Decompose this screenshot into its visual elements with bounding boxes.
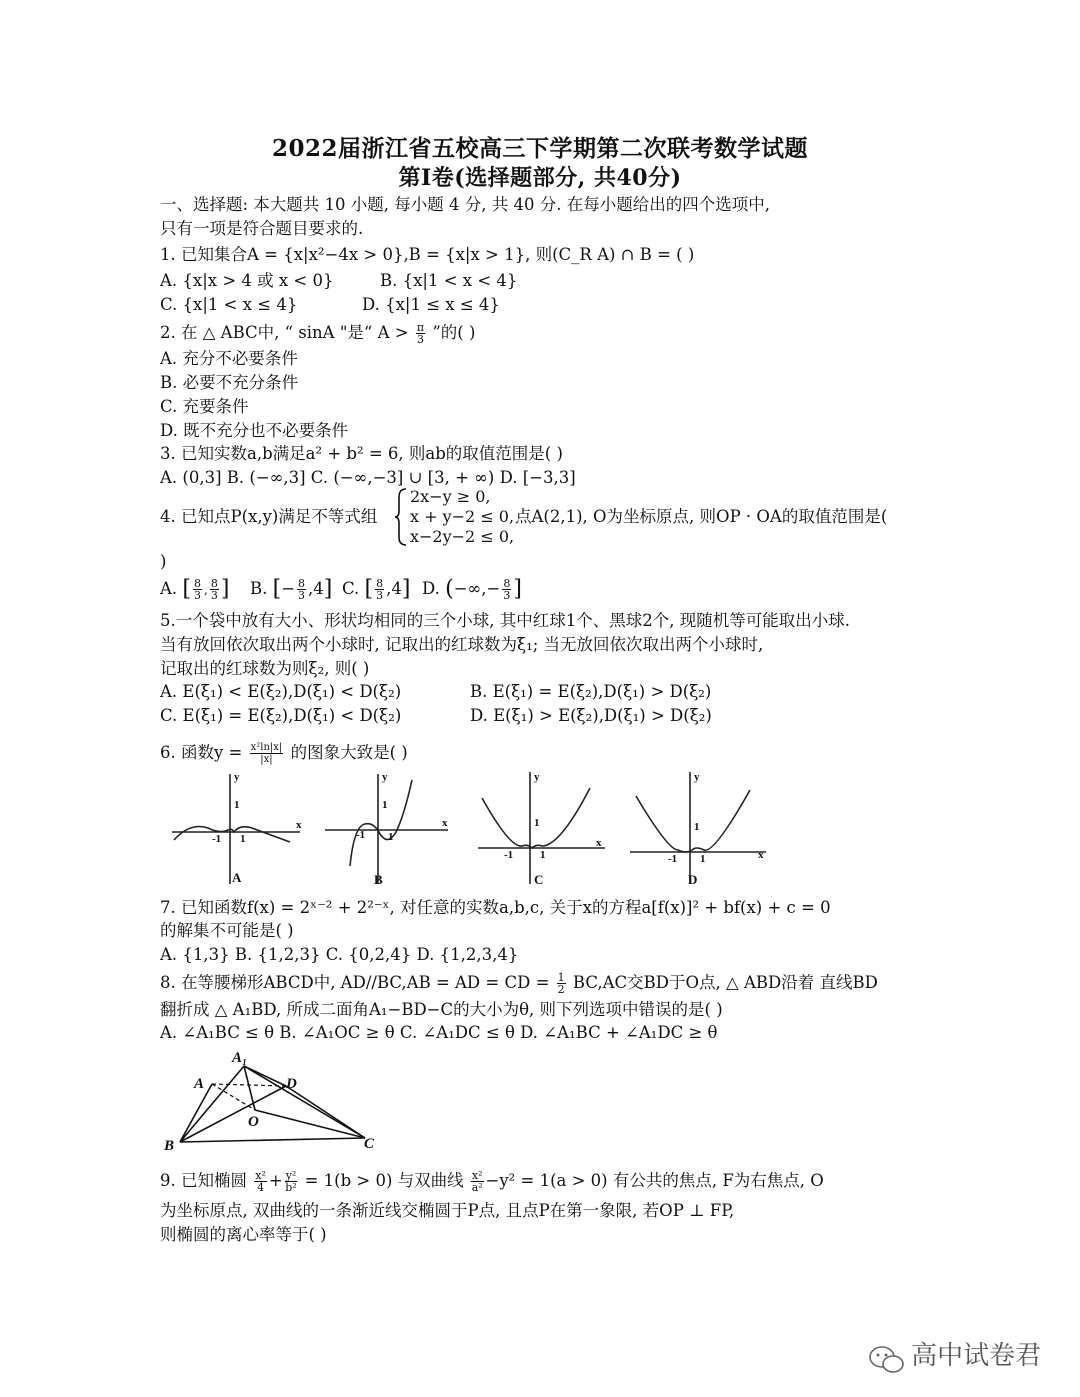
svg-text:1: 1 — [388, 831, 394, 843]
svg-text:1: 1 — [700, 853, 706, 865]
q1-option-a: A. {x|x > 4 或 x < 0} — [160, 271, 334, 290]
svg-text:y: y — [534, 771, 540, 783]
q8-label-a1: A₁ — [232, 1050, 248, 1066]
q6-graph-label-b: B — [374, 872, 383, 887]
svg-text:y: y — [694, 771, 700, 783]
q8-line-1-post: BC,AC交BD于O点, △ ABD沿着 直线BD — [572, 973, 878, 992]
svg-text:1: 1 — [540, 849, 546, 861]
q8-figure — [160, 1046, 390, 1156]
instructions-line-1: 一、选择题: 本大题共 10 小题, 每小题 4 分, 共 40 分. 在每小题给出的四个选项中, — [160, 195, 770, 214]
svg-text:-1: -1 — [356, 829, 366, 841]
svg-text:x: x — [296, 819, 302, 831]
q1-option-d: D. {x|1 ≤ x ≤ 4} — [362, 295, 500, 314]
q5-line-3: 记取出的红球数为则ξ₂, 则( ) — [160, 659, 370, 678]
q4-option-a: A. [ $\frac{8}{3}$ , $\frac{8}{3}$ ] — [160, 576, 230, 602]
wechat-icon — [868, 1344, 906, 1376]
svg-text:x: x — [596, 837, 602, 849]
watermark — [868, 1335, 1041, 1376]
q8-label-b: B — [164, 1138, 175, 1154]
q6-graph-label-c: C — [534, 872, 544, 887]
q6-graphs — [160, 766, 780, 894]
q7-line-1: 7. 已知函数f(x) = 2ˣ⁻² + 2²⁻ˣ, 对任意的实数a,b,c, 关于x的方程a[f(x)]² + bf(x) + c = 0 — [160, 898, 831, 917]
page-subtitle: 第I卷(选择题部分, 共40分) — [398, 165, 682, 191]
q4-option-c-label: C. — [342, 579, 360, 598]
q4-option-b-label: B. — [250, 579, 268, 598]
q2-option-b: B. 必要不充分条件 — [160, 373, 299, 392]
q6-stem-post: 的图象大致是( ) — [290, 743, 408, 762]
svg-text:-1: -1 — [212, 833, 222, 845]
q5-line-2: 当有放回依次取出两个小球时, 记取出的红球数为ξ₁; 当无放回依次取出两个小球时, — [160, 635, 764, 654]
q2-stem-pre: 2. 在 △ ABC中, “ sinA "是“ A > — [160, 323, 409, 342]
q2-fraction — [416, 322, 425, 345]
q3-options: A. (0,3] B. (−∞,3] C. (−∞,−3] ∪ [3, + ∞) D. [−3,3] — [160, 468, 576, 487]
q6-graph-label-a: A — [232, 870, 242, 885]
q6-stem — [160, 742, 408, 765]
svg-text:y: y — [382, 771, 388, 783]
q9-line-2: 为坐标原点, 双曲线的一条渐近线交椭圆于P点, 且点P在第一象限, 若OP ⊥ FP, — [160, 1201, 735, 1220]
q6-graph-svg — [160, 766, 780, 894]
page-title: 2022届浙江省五校高三下学期第二次联考数学试题 — [271, 135, 808, 162]
q9-mid2: −y² = 1(a > 0) 有公共的焦点, F为右焦点, O — [485, 1171, 824, 1190]
q8-label-c: C — [364, 1136, 375, 1152]
q2-frac-den: 3 — [416, 333, 424, 346]
q8-figure-svg — [160, 1046, 390, 1156]
q8-line-1 — [160, 972, 878, 995]
q4-stem-post: 点A(2,1), O为坐标原点, 则OP · OA的取值范围是( — [515, 507, 888, 526]
q4-ineq-3: x−2y−2 ≤ 0, — [410, 527, 515, 546]
q8-frac-num: 1 — [557, 971, 565, 984]
q2-frac-num: π — [416, 321, 425, 334]
svg-text:1: 1 — [240, 833, 246, 845]
instructions-line-2: 只有一项是符合题目要求的. — [160, 219, 364, 238]
svg-text:-1: -1 — [668, 853, 678, 865]
svg-text:1: 1 — [234, 799, 240, 811]
q1-option-c: C. {x|1 < x ≤ 4} — [160, 295, 298, 314]
q2-option-d: D. 既不充分也不必要条件 — [160, 421, 349, 440]
q4-option-d: D. (−∞,− $\frac{8}{3}$ ] — [422, 576, 522, 602]
q8-label-a: A — [194, 1076, 205, 1092]
q7-options: A. {1,3} B. {1,2,3} C. {0,2,4} D. {1,2,3,4} — [160, 945, 519, 964]
q8-label-o: O — [248, 1114, 259, 1130]
q8-label-d: D — [286, 1076, 297, 1092]
q6-frac-num: x²ln|x| — [250, 742, 283, 753]
q8-line-2: 翻折成 △ A₁BD, 所成二面角A₁−BD−C的大小为θ, 则下列选项中错误的是( ) — [160, 1000, 723, 1019]
q2-stem-post: ”的( ) — [432, 323, 476, 342]
q9-line-1: 9. 已知椭圆 $\frac{\text{x²}}{4}$ + $\frac{\text{y²}}{\text{b²}}$ = 1(b > 0) 与双曲线 $\frac{\text{x²}}{\text{a²}}$ −y² = 1(a > 0) 有公共的焦点, F为右焦点, O — [160, 1169, 824, 1194]
q5-line-1: 5.一个袋中放有大小、形状均相同的三个小球, 其中红球1个、黑球2个, 现随机等可能取出小球. — [160, 611, 850, 630]
q6-stem-pre: 6. 函数y = — [160, 743, 243, 762]
q8-line-1-pre: 8. 在等腰梯形ABCD中, AD//BC,AB = AD = CD = — [160, 973, 550, 992]
q4-option-a-label: A. — [160, 579, 178, 598]
svg-text:1: 1 — [382, 799, 388, 811]
svg-text:-1: -1 — [504, 849, 514, 861]
q9-mid1: = 1(b > 0) 与双曲线 — [304, 1171, 464, 1190]
q4-option-c: C. [ $\frac{8}{3}$ ,4] — [342, 576, 411, 602]
q4-stem-close: ) — [160, 552, 167, 571]
q6-frac-den: |x| — [260, 754, 273, 765]
svg-text:1: 1 — [694, 821, 700, 833]
q4-option-d-label: D. — [422, 579, 440, 598]
q5-option-b: B. E(ξ₁) = E(ξ₂),D(ξ₁) > D(ξ₂) — [470, 682, 712, 701]
q2-option-c: C. 充要条件 — [160, 397, 249, 416]
q1-option-b: B. {x|1 < x < 4} — [380, 271, 518, 290]
q4-option-b: B. [− $\frac{8}{3}$ ,4] — [250, 576, 333, 602]
svg-text:x: x — [442, 817, 448, 829]
q3-stem: 3. 已知实数a,b满足a² + b² = 6, 则ab的取值范围是( ) — [160, 444, 563, 463]
q1-stem: 1. 已知集合A = {x|x²−4x > 0},B = {x|x > 1}, 则(C_R A) ∩ B = ( ) — [160, 245, 695, 264]
svg-text:1: 1 — [534, 817, 540, 829]
q4-ineq-1: 2x−y ≥ 0, — [410, 487, 491, 506]
q2-stem — [160, 322, 475, 345]
q8-options: A. ∠A₁BC ≤ θ B. ∠A₁OC ≥ θ C. ∠A₁DC ≤ θ D. ∠A₁BC + ∠A₁DC ≥ θ — [160, 1023, 718, 1042]
q4-stem-pre: 4. 已知点P(x,y)满足不等式组 — [160, 507, 378, 526]
q5-option-a: A. E(ξ₁) < E(ξ₂),D(ξ₁) < D(ξ₂) — [160, 682, 402, 701]
q9-line-3: 则椭圆的离心率等于( ) — [160, 1225, 327, 1244]
svg-text:y: y — [234, 771, 240, 783]
q7-line-2: 的解集不可能是( ) — [160, 921, 294, 940]
q5-option-d: D. E(ξ₁) > E(ξ₂),D(ξ₁) > D(ξ₂) — [470, 706, 712, 725]
q6-graph-label-d: D — [688, 872, 698, 887]
watermark-text: 高中试卷君 — [911, 1341, 1042, 1371]
q4-brace — [394, 487, 408, 547]
q9-pre: 9. 已知椭圆 — [160, 1171, 247, 1190]
q5-option-c: C. E(ξ₁) = E(ξ₂),D(ξ₁) < D(ξ₂) — [160, 706, 402, 725]
q2-option-a: A. 充分不必要条件 — [160, 349, 298, 368]
svg-text:x: x — [758, 849, 764, 861]
q8-frac-den: 2 — [557, 983, 565, 996]
q4-ineq-2: x + y−2 ≤ 0, — [410, 507, 515, 526]
